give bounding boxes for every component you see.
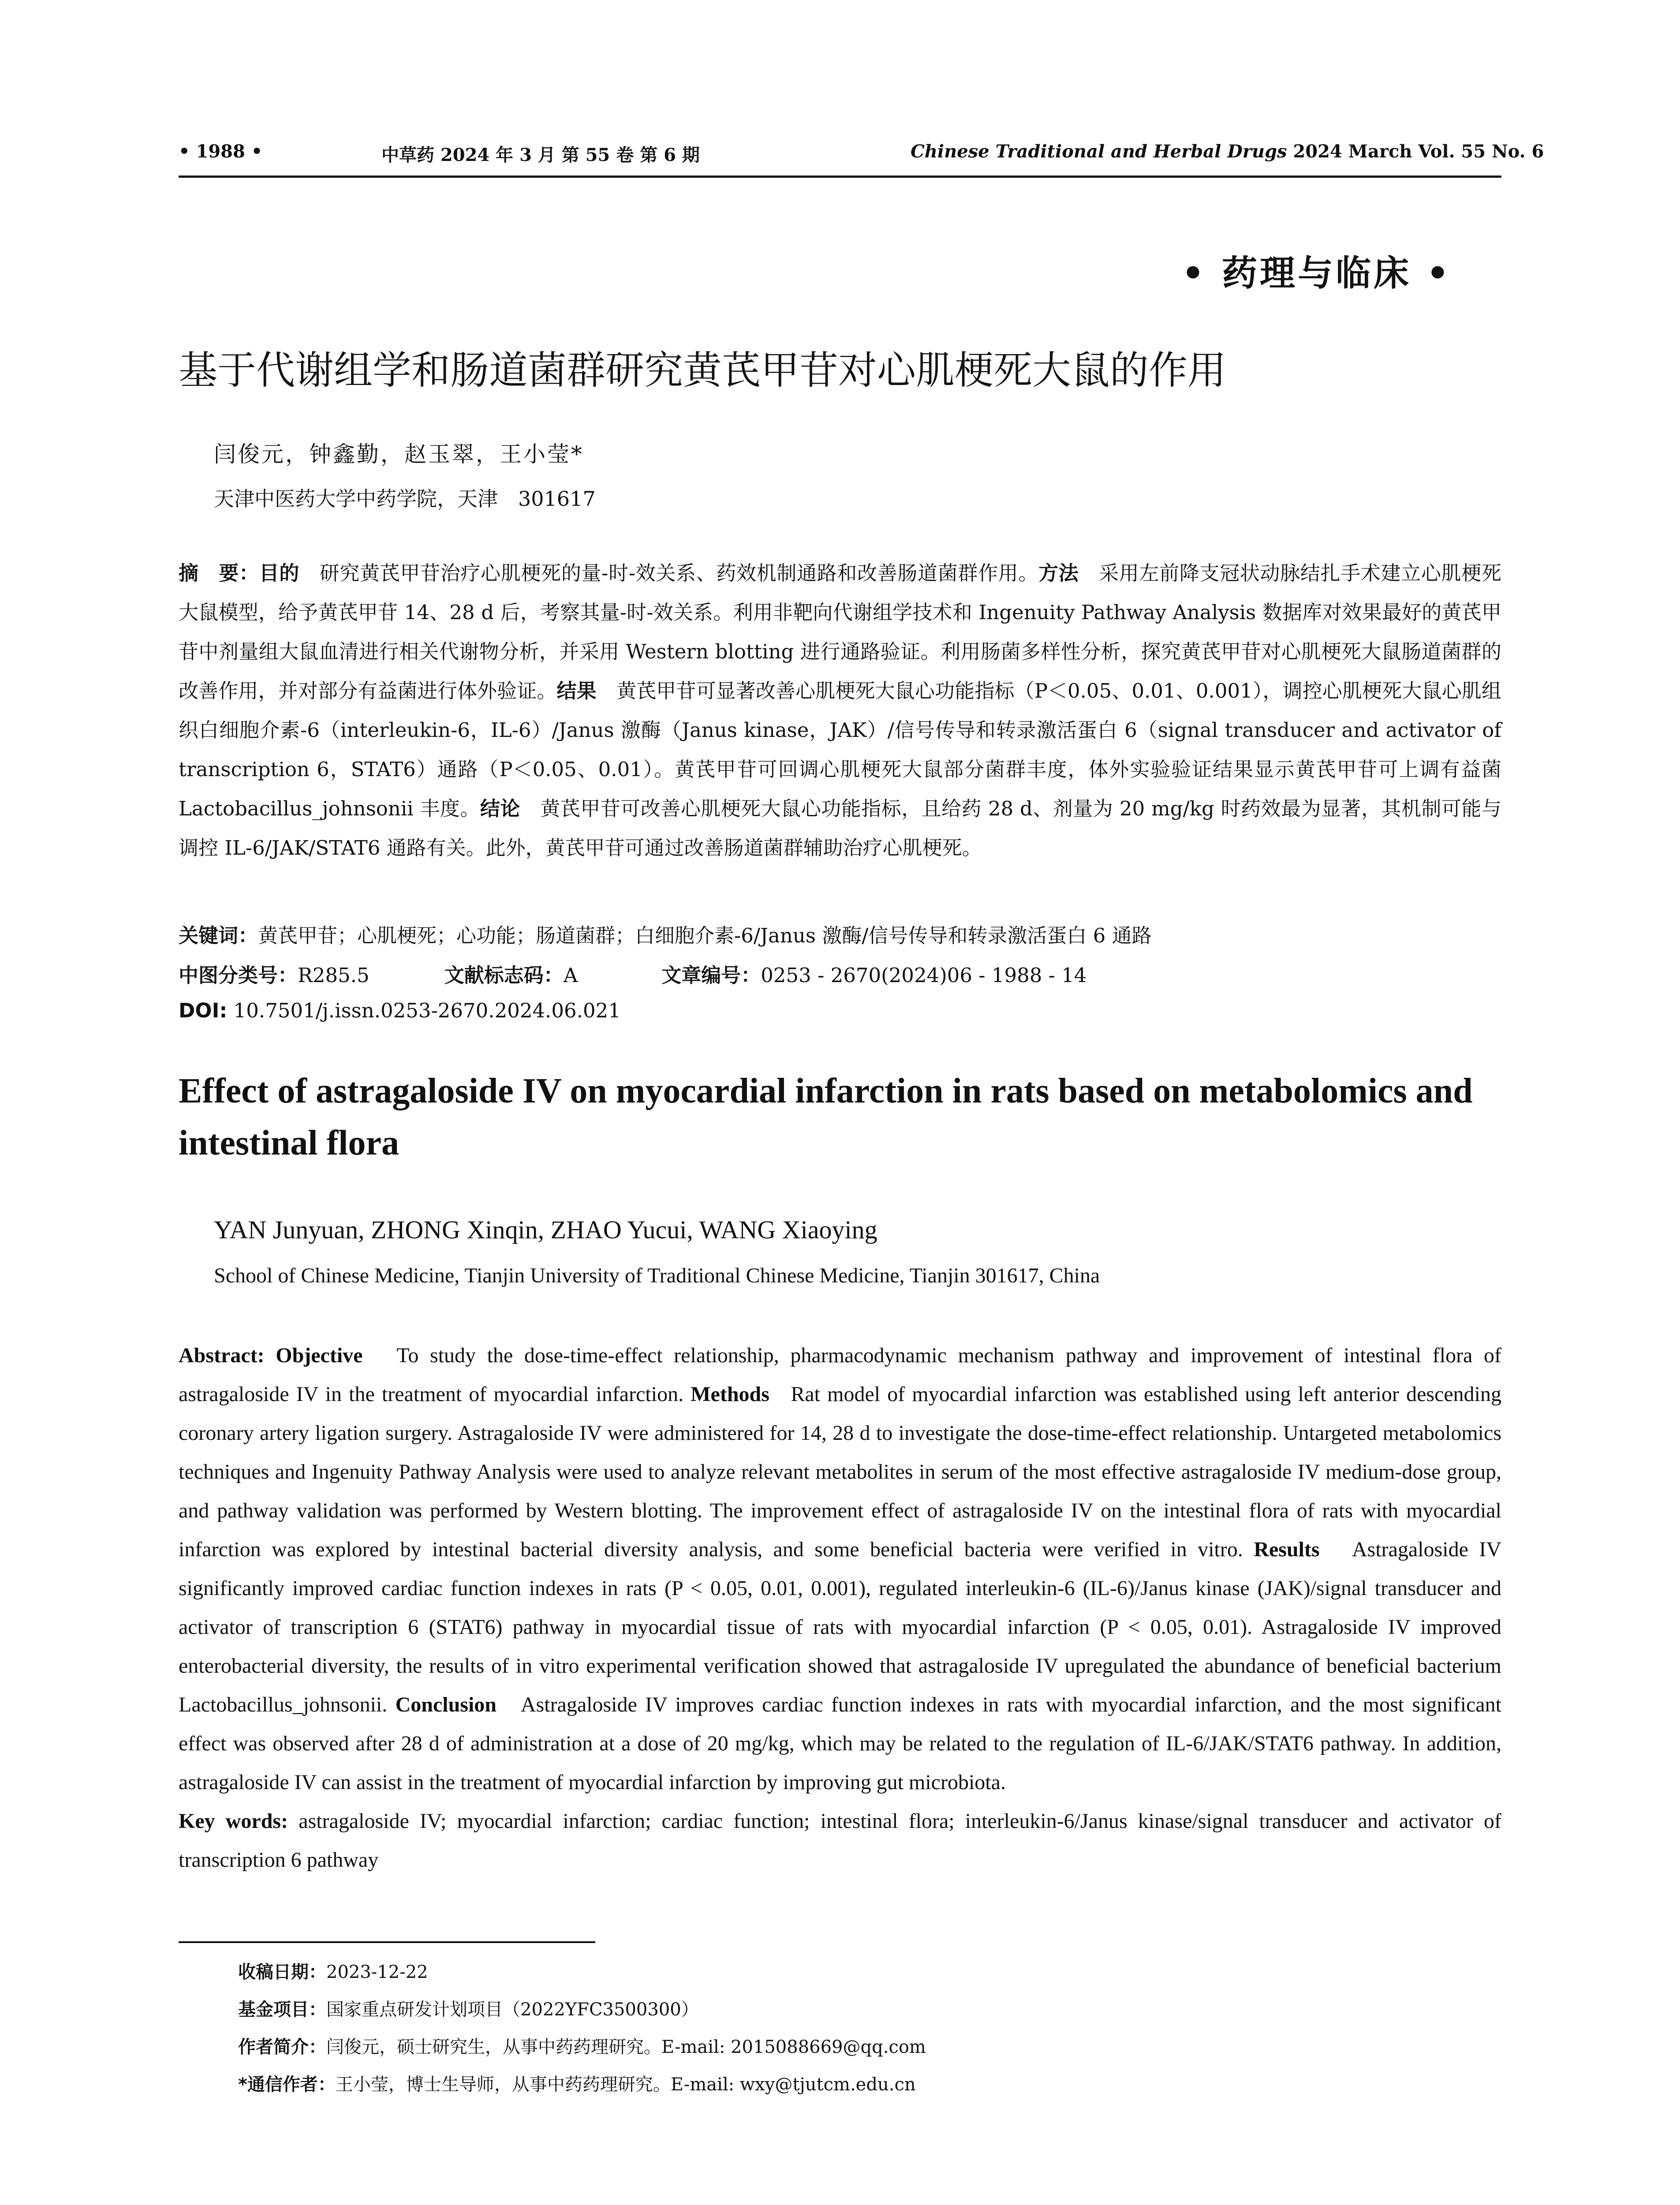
corresponding-text: 王小莹，博士生导师，从事中药药理研究。E-mail: wxy@tjutcm.edu.cn	[335, 2074, 916, 2095]
conclusion-text-cn: 黄芪甲苷可改善心肌梗死大鼠心功能指标，且给药 28 d、剂量为 20 mg/kg 时药效最为显著，其机制可能与调控 IL-6/JAK/STAT6 通路有关。此外，黄芪甲苷可通过改善肠道菌群辅助治疗心肌梗死。	[179, 797, 1501, 860]
corresponding-label: *通信作者：	[238, 2074, 336, 2095]
doc-code-value: A	[563, 964, 578, 987]
keywords-cn	[179, 919, 1152, 948]
objective-text-en: To study the dose-time-effect relationship, pharmacodynamic mechanism pathway and improvement of intestinal flora of astragaloside IV in the treatment of myocardial infarction.	[179, 1344, 1502, 1406]
objective-text-cn: 研究黄芪甲苷治疗心肌梗死的量-时-效关系、药效机制通路和改善肠道菌群作用。	[319, 561, 1039, 585]
conclusion-label-cn: 结论	[480, 797, 520, 820]
classification-line	[179, 959, 1086, 988]
journal-name-en: Chinese Traditional and Herbal Drugs 2024 March Vol. 55 No. 6	[911, 141, 1544, 162]
page-number: • 1988 •	[179, 141, 263, 162]
results-text-cn: 黄芪甲苷可显著改善心肌梗死大鼠心功能指标（P＜0.05、0.01、0.001），调控心肌梗死大鼠心肌组织白细胞介素-6（interleukin-6，IL-6）/Janus 激酶（Janus kinase，JAK）/信号传导和转录激活蛋白 6（signal transducer and activator of transcription 6，STAT6）通路（P＜0.05、0.01）。黄芪甲苷可回调心肌梗死大鼠部分菌群丰度，体外实验验证结果显示黄芪甲苷可上调有益菌 Lactobacillus_johnsonii 丰度。	[179, 679, 1501, 820]
footnote-received	[238, 1958, 428, 1983]
author-bio-label: 作者简介：	[238, 2037, 326, 2057]
results-label-en: Results	[1254, 1538, 1320, 1561]
conclusion-text-en: Astragaloside IV improves cardiac function indexes in rats with myocardial infarction, and the most significant effect was observed after 28 d of administration at a dose of 20 mg/kg, which may be related to the regulation of IL-6/JAK/STAT6 pathway. In addition, astragaloside IV can assist in the treatment of myocardial infarction by improving gut microbiota.	[179, 1693, 1502, 1794]
methods-text-cn: 采用左前降支冠状动脉结扎手术建立心肌梗死大鼠模型，给予黄芪甲苷 14、28 d 后，考察其量-时-效关系。利用非靶向代谢组学技术和 Ingenuity Pathway Analysis 数据库对效果最好的黄芪甲苷中剂量组大鼠血清进行相关代谢物分析，并采用 Western blotting 进行通路验证。利用肠菌多样性分析，探究黄芪甲苷对心肌梗死大鼠肠道菌群的改善作用，并对部分有益菌进行体外验证。	[179, 561, 1501, 703]
footnote-rule	[179, 1941, 595, 1943]
keywords-text-cn: 黄芪甲苷；心肌梗死；心功能；肠道菌群；白细胞介素-6/Janus 激酶/信号传导和转录激活蛋白 6 通路	[258, 924, 1152, 947]
keywords-text-en: astragaloside IV; myocardial infarction; cardiac function; intestinal flora; interleukin-6/Janus kinase/signal transducer and activator of transcription 6 pathway	[179, 1809, 1502, 1872]
affiliation-cn: 天津中医药大学中药学院，天津 301617	[214, 487, 596, 511]
article-no-value: 0253 - 2670(2024)06 - 1988 - 14	[761, 964, 1087, 987]
authors-en: YAN Junyuan, ZHONG Xinqin, ZHAO Yucui, WANG Xiaoying	[214, 1215, 877, 1244]
methods-text-en: Rat model of myocardial infarction was established using left anterior descending coronary artery ligation surgery. Astragaloside IV were administered for 14, 28 d to investigate the dose-time-effect relationship. Untargeted metabolomics techniques and Ingenuity Pathway Analysis were used to analyze relevant metabolites in serum of the most effective astragaloside IV medium-dose group, and pathway validation was performed by Western blotting. The improvement effect of astragaloside IV on the intestinal flora of rats with myocardial infarction was explored by intestinal bacterial diversity analysis, and some beneficial bacteria were verified in vitro.	[179, 1383, 1502, 1561]
doi-value: 10.7501/j.issn.0253-2670.2024.06.021	[233, 999, 621, 1022]
article-no-label: 文章编号：	[661, 964, 761, 987]
fund-text: 国家重点研发计划项目（2022YFC3500300）	[326, 1999, 699, 2020]
clc-value: R285.5	[298, 964, 370, 987]
article-title-cn: 基于代谢组学和肠道菌群研究黄芪甲苷对心肌梗死大鼠的作用	[179, 348, 1227, 393]
results-text-en: Astragaloside IV significantly improved cardiac function indexes in rats (P < 0.05, 0.01, 0.001), regulated interleukin-6 (IL-6)/Janus kinase (JAK)/signal transducer and activator of transcription 6 (STAT6) pathway in myocardial tissue of rats with myocardial infarction (P < 0.05, 0.01). Astragaloside IV improved enterobacterial diversity, the results of in vitro experimental verification showed that astragaloside IV upregulated the abundance of beneficial bacterium Lactobacillus_johnsonii.	[179, 1538, 1502, 1716]
abstract-label-en: Abstract: Objective	[179, 1344, 363, 1367]
conclusion-label-en: Conclusion	[395, 1693, 497, 1716]
authors-cn: 闫俊元，钟鑫勤，赵玉翠，王小莹*	[214, 441, 584, 467]
author-bio-text: 闫俊元，硕士研究生，从事中药药理研究。E-mail: 2015088669@qq.com	[326, 2037, 926, 2057]
clc-label: 中图分类号：	[179, 964, 298, 987]
results-label-cn: 结果	[556, 679, 597, 703]
footnote-fund	[238, 1996, 699, 2021]
methods-label-cn: 方法	[1038, 561, 1079, 585]
keywords-label-en: Key words:	[179, 1809, 288, 1833]
doi-label: DOI:	[179, 999, 228, 1022]
section-label: • 药理与临床 •	[1182, 252, 1452, 294]
methods-label-en: Methods	[691, 1383, 769, 1406]
running-header	[179, 141, 1544, 168]
footnote-corresponding	[238, 2070, 916, 2096]
received-label: 收稿日期：	[238, 1962, 326, 1982]
abstract-cn	[179, 553, 1501, 867]
keywords-label-cn: 关键词：	[179, 924, 258, 947]
doi-line	[179, 999, 621, 1022]
received-date: 2023-12-22	[326, 1962, 428, 1982]
abstract-en	[179, 1336, 1501, 1880]
fund-label: 基金项目：	[238, 1999, 326, 2020]
doc-code-label: 文献标志码：	[444, 964, 564, 987]
affiliation-en: School of Chinese Medicine, Tianjin University of Traditional Chinese Medicine, Tianjin 301617, China	[214, 1264, 1100, 1287]
header-rule	[179, 176, 1501, 178]
journal-name-cn: 中草药 2024 年 3 月 第 55 卷 第 6 期	[381, 145, 700, 165]
abstract-label-cn: 摘 要：	[179, 561, 259, 585]
objective-label-cn: 目的	[259, 561, 300, 585]
article-title-en: Effect of astragaloside IV on myocardial infarction in rats based on metabolomics and intestinal flora	[179, 1072, 1473, 1162]
footnote-author	[238, 2033, 926, 2058]
